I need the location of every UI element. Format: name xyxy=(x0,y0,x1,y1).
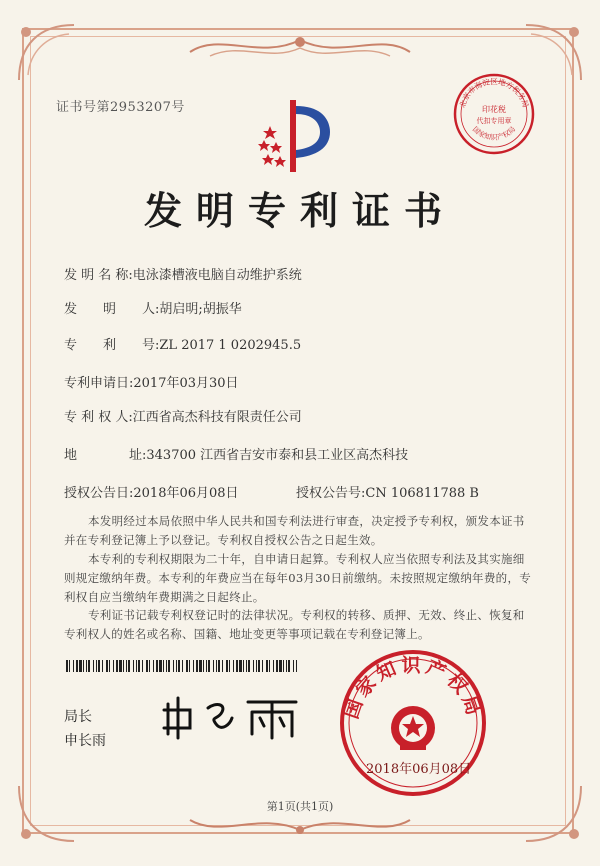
patent-office-logo xyxy=(256,96,332,176)
seal-small-mid2-text: 代扣专用章 xyxy=(476,117,512,125)
inventor-value: 胡启明;胡振华 xyxy=(159,302,242,317)
patent-number-label: 专 利 号: xyxy=(64,338,160,353)
grant-number-label: 授权公告号: xyxy=(296,486,366,501)
patent-number-value: ZL 2017 1 0202945.5 xyxy=(159,338,302,353)
director-title: 局长 xyxy=(64,709,92,725)
invention-name-value: 电泳漆槽液电脑自动维护系统 xyxy=(132,268,302,283)
seal-org-text: 国家知识产权局 xyxy=(340,654,486,722)
seal-small-mid-text: 印花税 xyxy=(482,105,506,114)
seal-date: 2018年06月08日 xyxy=(366,762,472,777)
top-ornament xyxy=(180,30,420,64)
patentee-label: 专 利 权 人: xyxy=(64,410,133,425)
invention-name-label: 发 明 名 称: xyxy=(64,268,133,283)
filing-date-value: 2017年03月30日 xyxy=(133,376,239,391)
body-paragraph-3: 专利证书记载专利权登记时的法律状况。专利权的转移、质押、无效、终止、恢复和专利权人的姓名或名称、国籍、地址变更等事项记载在专利登记簿上。 xyxy=(64,608,525,641)
seal-small-bottom-text: 国家知识产权局 xyxy=(470,125,518,142)
patent-number-row xyxy=(64,334,301,353)
filing-date-label: 专利申请日: xyxy=(64,376,134,391)
certificate-number: 证书号第2953207号 xyxy=(56,100,185,115)
inventor-label: 发 明 人: xyxy=(64,302,160,317)
bottom-ornament xyxy=(180,812,420,840)
barcode xyxy=(66,660,298,672)
director-name: 申长雨 xyxy=(64,733,106,749)
patentee-row xyxy=(64,406,302,425)
body-paragraph-2: 本专利的专利权期限为二十年，自申请日起算。专利权人应当依照专利法及其实施细则规定缴纳年费。本专利的年费应当在每年03月30日前缴纳。未按照规定缴纳年费的，专利权自应当缴纳年费期满之日起终止。 xyxy=(64,552,532,604)
body-paragraph-1: 本发明经过本局依照中华人民共和国专利法进行审查，决定授予专利权，颁发本证书并在专利登记簿上予以登记。专利权自授权公告之日起生效。 xyxy=(64,514,525,547)
corner-ornament-tl xyxy=(14,20,84,90)
director-signature xyxy=(160,694,310,740)
tax-stamp-seal xyxy=(452,72,536,156)
address-value: 343700 江西省吉安市泰和县工业区高杰科技 xyxy=(146,448,409,463)
page-footer: 第1页(共1页) xyxy=(266,800,334,813)
grant-date-row xyxy=(64,482,239,501)
national-emblem-icon xyxy=(391,706,435,750)
certificate-title: 发明专利证书 xyxy=(143,188,456,233)
patentee-value: 江西省高杰科技有限责任公司 xyxy=(132,410,302,425)
address-row xyxy=(64,444,408,463)
grant-number-value: CN 106811788 B xyxy=(365,486,479,501)
grant-date-label: 授权公告日: xyxy=(64,486,134,501)
inventor-row xyxy=(64,298,242,317)
invention-name-row xyxy=(64,264,302,283)
address-label: 地 址: xyxy=(64,448,147,463)
svg-text:国家知识产权局 xyxy=(471,125,517,142)
seal-small-top-text: 北京市海淀区地方税务局 xyxy=(457,77,531,109)
grant-number-row xyxy=(296,482,479,501)
grant-date-value: 2018年06月08日 xyxy=(133,486,239,501)
filing-date-row xyxy=(64,372,239,391)
